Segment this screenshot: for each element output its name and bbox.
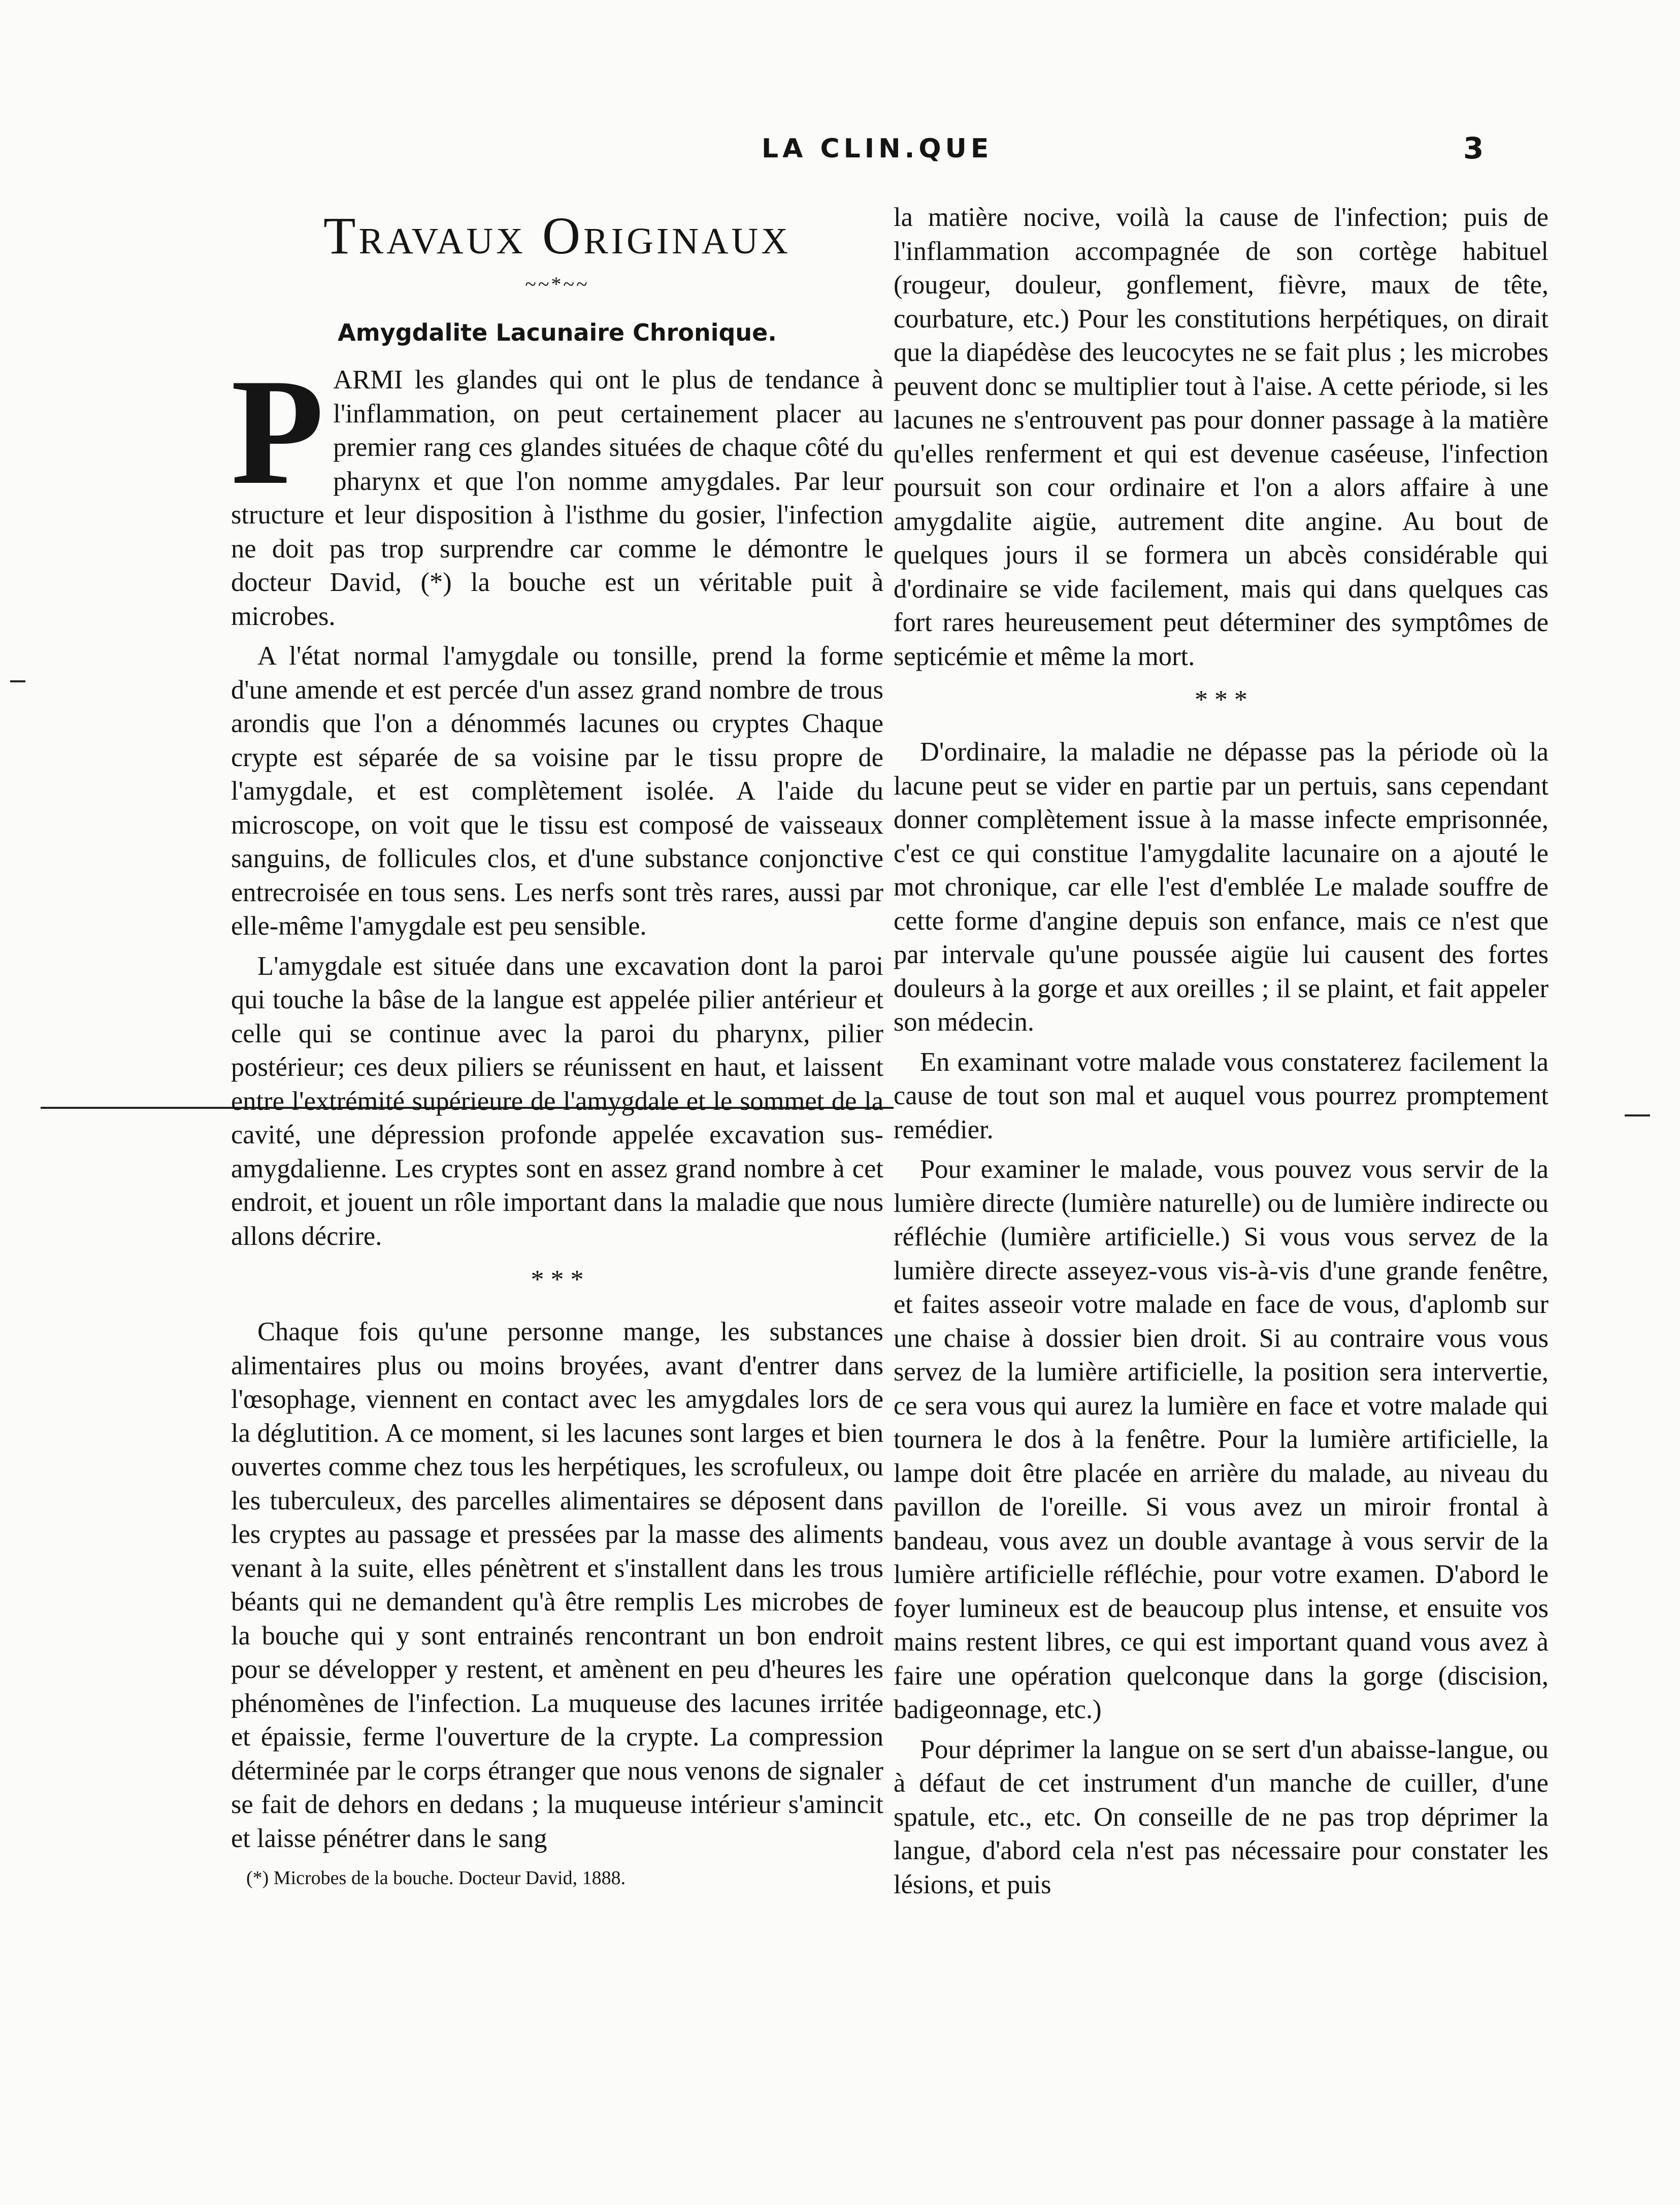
paragraph: L'amygdale est située dans une excavation dont la paroi qui touche la bâse de la langue est appelée pilier antérieur et celle qui se continue avec la paroi du pharynx, pilier postérieur; ces deux piliers se réunissent en haut, et laissent entre l'extrémité supérieure de l'amygdale et le sommet de la cavité, une dépression profonde appelée excavation sus-amygdalienne. Les cryptes sont en assez grand nombre à cet endroit, et jouent un rôle important dans la maladie que nous allons décrire. xyxy=(231,951,883,1251)
paragraph: Pour déprimer la langue on se sert d'un abaisse-langue, ou à défaut de cet instrument d'un manche de cuiller, d'une spatule, etc., etc. On conseille de ne pas trop déprimer la langue, d'abord cela n'est pas nécessaire pour constater les lésions, et puis xyxy=(894,1734,1549,1899)
paragraph: En examinant votre malade vous constaterez facilement la cause de tout son mal et auquel vous pourrez promptement remédier. xyxy=(894,1047,1549,1144)
scan-dash-right xyxy=(1625,1114,1650,1116)
paragraph: A l'état normal l'amygdale ou tonsille, prend la forme d'une amende et est percée d'un assez grand nombre de trous arondis que l'on a dénommés lacunes ou cryptes Chaque crypte est séparée de sa voisine par le tissu propre de l'amygdale, et est complètement isolée. A l'aide du microscope, on voit que le tissu est composé de vaisseaux sanguins, de follicules clos, et d'une substance conjonctive entrecroisée en tous sens. Les nerfs sont très rares, aussi par elle-même l'amygdale est peu sensible. xyxy=(231,641,883,941)
dropcap: P xyxy=(231,347,324,516)
paragraph-text: ARMI les glandes qui ont le plus de tendance à l'inflammation, on peut certainement placer au premier rang ces glandes situées de chaque côté du pharynx et que l'on nomme amygdales. Par leur structure et leur disposition à l'isthme du gosier, l'infection ne doit pas trop surprendre car comme le démontre le docteur David, (*) la bouche est un véritable puit à microbes. xyxy=(231,365,883,631)
section-title: Travaux Originaux xyxy=(323,207,791,265)
left-column xyxy=(231,195,883,1897)
scan-dash-left xyxy=(10,680,25,682)
right-column xyxy=(894,201,1549,1907)
paragraph: D'ordinaire, la maladie ne dépasse pas la période où la lacune peut se vider en partie par un pertuis, sans cependant donner complètement issue à la masse infecte emprisonnée, c'est ce qui constitue l'amygdalite lacunaire on a ajouté le mot chronique, car elle l'est d'emblée Le malade souffre de cette forme d'angine depuis son enfance, mais ce n'est que par intervale qu'une poussée aigüe lui causent des fortes douleurs à la gorge et aux oreilles ; il se plaint, et fait appeler son médecin. xyxy=(894,737,1549,1037)
article-subtitle: Amygdalite Lacunaire Chronique. xyxy=(338,319,777,346)
paragraph: la matière nocive, voilà la cause de l'infection; puis de l'inflammation accompagnée de son cortège habituel (rougeur, douleur, gonflement, fièvre, maux de tête, courbature, etc.) Pour les constitutions herpétiques, on dirait que la diapédèse des leucocytes ne se fait plus ; les microbes peuvent donc se multiplier tout à l'aise. A cette période, si les lacunes ne s'entrouvent pas pour donner passage à la matière qu'elles renferment et qui est devenue caséeuse, l'infection poursuit son cour ordinaire et l'on a alors affaire à une amygdalite aigüe, autrement dite angine. Au bout de quelques jours il se formera un abcès considérable qui d'ordinaire se vide facilement, mais qui dans quelques cas fort rares heureusement peut déterminer des symptômes de septicémie et même la mort. xyxy=(894,203,1549,671)
page-number: 3 xyxy=(1463,131,1484,166)
footnote: (*) Microbes de la bouche. Docteur David, 1888. xyxy=(246,1867,626,1889)
title-ornament: ~~*~~ xyxy=(525,273,589,295)
paragraph xyxy=(231,347,883,633)
asterism: * * * xyxy=(1195,685,1247,714)
asterism: * * * xyxy=(531,1265,584,1294)
paragraph: Pour examiner le malade, vous pouvez vous servir de la lumière directe (lumière naturelle) ou de lumière indirecte ou réfléchie (lumière artificielle.) Si vous vous servez de la lumière directe asseyez-vous vis-à-vis d'une grande fenêtre, et faites asseoir votre malade en face de vous, d'aplomb sur une chaise à dossier bien droit. Si au contraire vous vous servez de la lumière artificielle, la position sera intervertie, ce sera vous qui aurez la lumière en face et votre malade qui tournera le dos à la fenêtre. Pour la lumière artificielle, la lampe doit être placée en arrière du malade, au niveau du pavillon de l'oreille. Si vous avez un miroir frontal à bandeau, vous avez un double avantage à vous servir de la lumière artificielle réfléchie, pour votre examen. D'abord le foyer lumineux est de beaucoup plus intense, et ensuite vos mains restent libres, ce qui est important quand vous avez à faire une opération quelconque dans la gorge (discision, badigeonnage, etc.) xyxy=(894,1155,1549,1724)
paragraph: Chaque fois qu'une personne mange, les substances alimentaires plus ou moins broyées, avant d'entrer dans l'œsophage, viennent en contact avec les amygdales lors de la déglutition. A ce moment, si les lacunes sont larges et bien ouvertes comme chez tous les herpétiques, les scrofuleux, ou les tuberculeux, des parcelles alimentaires se déposent dans les cryptes au passage et pressées par la masse des aliments venant à la suite, elles pénètrent et s'installent dans les trous béants qui ne demandent qu'à être remplis Les microbes de la bouche qui y sont entrainés rencontrant un bon endroit pour se développer y restent, et amènent en peu d'heures les phénomènes de l'infection. La muqueuse des lacunes irritée et épaissie, ferme l'ouverture de la crypte. La compression déterminée par le corps étranger que nous venons de signaler se fait de dehors en dedans ; la muqueuse intérieur s'amincit et laisse pénétrer dans le sang xyxy=(231,1317,883,1853)
running-header: LA CLIN.QUE xyxy=(762,134,993,164)
